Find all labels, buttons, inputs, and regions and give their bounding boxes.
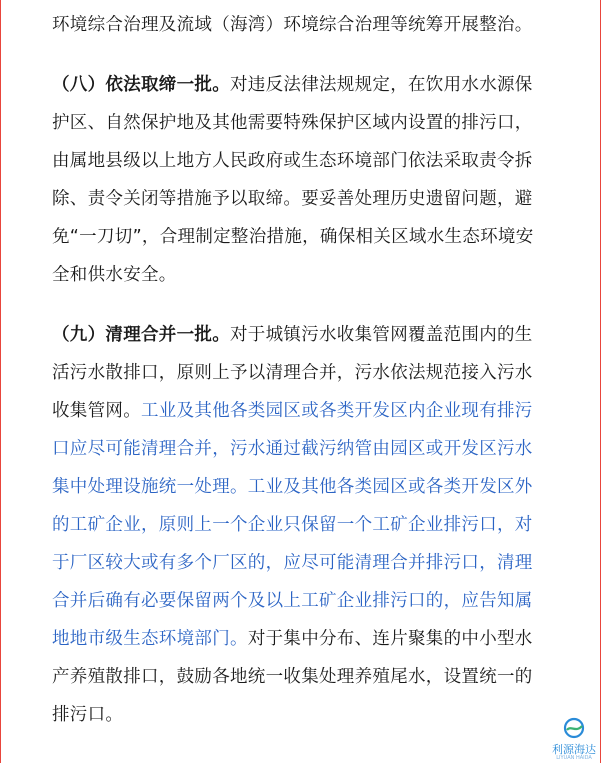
highlighted-line: 口应尽可能清理合并，污水通过截污纳管由园区或开发区污水 (52, 439, 533, 459)
logo-subtitle: LIYUAN HAIDA (556, 755, 592, 761)
text-line: 除、责令关闭等措施予以取缔。要妥善处理历史遗留问题，避 (52, 189, 533, 209)
left-border (0, 0, 1, 763)
document-body (52, 6, 562, 734)
text-line: 排污口。 (52, 705, 124, 725)
paragraph-9-first-line: （九）清理合并一批。对于城镇污水收集管网覆盖范围内的生 (52, 325, 533, 345)
text-line: 活污水散排口，原则上予以清理合并，污水依法规范接入污水 (52, 363, 533, 383)
text-line: 产养殖散排口，鼓励各地统一收集处理养殖尾水，设置统一的 (52, 667, 533, 687)
highlighted-line: 的工矿企业，原则上一个企业只保留一个工矿企业排污口，对 (52, 515, 533, 535)
text-line: 护区、自然保护地及其他需要特殊保护区域内设置的排污口， (52, 113, 533, 133)
logo-name: 利源海达 (552, 743, 596, 756)
text-line: 地地市级生态环境部门。对于集中分布、连片聚集的中小型水 (52, 629, 533, 649)
text-line: 由属地县级以上地方人民政府或生态环境部门依法采取责令拆 (52, 151, 533, 171)
paragraph-9-heading: （九）清理合并一批。 (52, 325, 230, 345)
logo-icon (563, 717, 585, 739)
text-line: 全和供水安全。 (52, 265, 177, 285)
paragraph-8-heading: （八）依法取缔一批。 (52, 75, 230, 95)
highlighted-line: 合并后确有必要保留两个及以上工矿企业排污口的，应告知属 (52, 591, 533, 611)
highlighted-text: 地地市级生态环境部门。 (52, 629, 248, 649)
text-line: 收集管网。工业及其他各类园区或各类开发区内企业现有排污 (52, 401, 533, 421)
watermark-logo (548, 715, 600, 763)
text-line: 免“一刀切”，合理制定整治措施，确保相关区域水生态环境安 (52, 227, 534, 247)
highlighted-line: 于厂区较大或有多个厂区的，应尽可能清理合并排污口，清理 (52, 553, 533, 573)
paragraph-8-first-line: （八）依法取缔一批。对违反法律法规规定，在饮用水水源保 (52, 75, 533, 95)
highlighted-line: 集中处理设施统一处理。工业及其他各类园区或各类开发区外 (52, 477, 533, 497)
highlighted-text: 工业及其他各类园区或各类开发区内企业现有排污 (141, 401, 533, 421)
text-line: 环境综合治理及流域（海湾）环境综合治理等统筹开展整治。 (52, 15, 533, 35)
